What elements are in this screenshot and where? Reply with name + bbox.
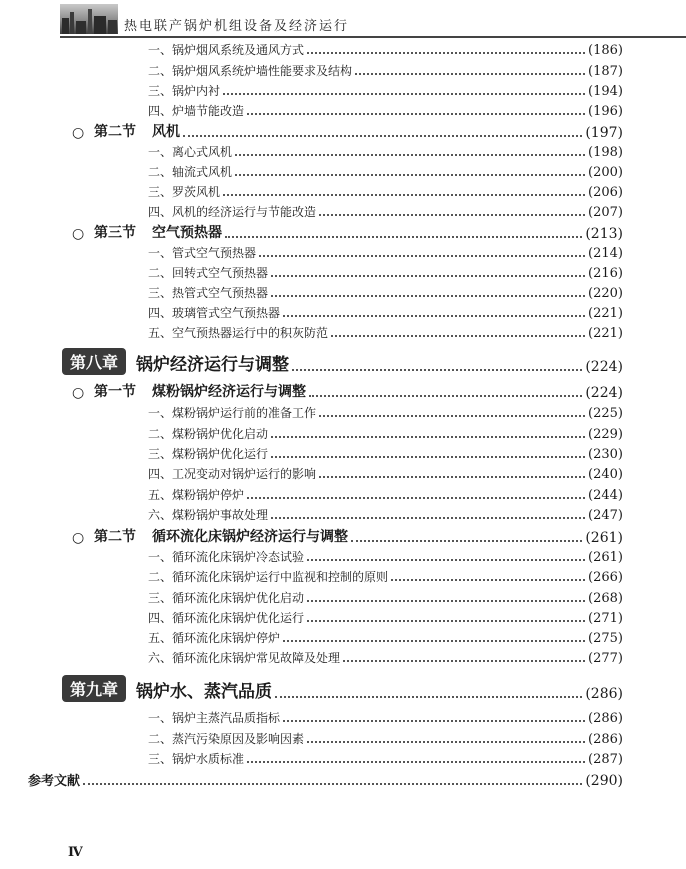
toc-page-number: (277) [588, 651, 623, 666]
toc-page-number: (240) [588, 467, 623, 482]
toc-title: 六、煤粉锅炉事故处理 [148, 508, 269, 522]
toc-item[interactable] [148, 162, 623, 180]
dot-leader [319, 475, 585, 478]
toc-item[interactable] [148, 708, 623, 726]
toc-title: 五、煤粉锅炉停炉 [148, 488, 245, 502]
toc-title: 空气预热器 [152, 225, 222, 241]
toc-page-number: (220) [588, 286, 623, 301]
dot-leader [283, 314, 585, 317]
toc-title: 锅炉水、蒸汽品质 [136, 682, 273, 702]
toc-item[interactable] [148, 243, 623, 261]
toc-page-number: (247) [588, 508, 623, 523]
toc-title: 四、玻璃管式空气预热器 [148, 306, 281, 320]
toc-page-number: (221) [588, 326, 623, 341]
dot-leader [247, 760, 585, 763]
toc-title: 循环流化床锅炉经济运行与调整 [152, 529, 348, 545]
dot-leader [331, 334, 585, 337]
toc-title: 四、风机的经济运行与节能改造 [148, 205, 317, 219]
dot-leader [183, 134, 582, 137]
dot-leader [307, 619, 585, 622]
dot-leader [275, 695, 582, 698]
toc-title: 六、循环流化床锅炉常见故障及处理 [148, 651, 341, 665]
dot-leader [247, 496, 585, 499]
dot-leader [307, 558, 585, 561]
toc-section[interactable] [72, 381, 623, 401]
toc-page-number: (287) [588, 752, 623, 767]
toc-page-number: (290) [585, 773, 623, 789]
toc-title: 四、炉墙节能改造 [148, 104, 245, 118]
toc-title: 五、空气预热器运行中的积灰防范 [148, 326, 329, 340]
section-number: 第二节 [94, 124, 136, 140]
toc-item[interactable] [148, 40, 623, 58]
toc-page-number: (275) [588, 631, 623, 646]
dot-leader [225, 235, 582, 238]
toc-title: 三、锅炉水质标准 [148, 752, 245, 766]
dot-leader [355, 72, 585, 75]
dot-leader [271, 294, 585, 297]
dot-leader [223, 193, 585, 196]
toc-item[interactable] [148, 464, 623, 482]
toc-item[interactable] [148, 202, 623, 220]
toc-page-number: (213) [585, 226, 623, 242]
toc-section[interactable] [72, 526, 623, 546]
toc-page-number: (244) [588, 488, 623, 503]
toc-page-number: (286) [585, 686, 623, 702]
toc-page-number: (271) [588, 611, 623, 626]
dot-leader [319, 414, 585, 417]
toc-item[interactable] [148, 485, 623, 503]
dot-leader [309, 394, 582, 397]
toc-title: 三、热管式空气预热器 [148, 286, 269, 300]
toc-page-number: (261) [588, 550, 623, 565]
toc-page-number: (225) [588, 406, 623, 421]
toc-refs[interactable] [28, 769, 623, 789]
dot-leader [235, 153, 585, 156]
toc-page-number: (206) [588, 185, 623, 200]
toc-title: 锅炉经济运行与调整 [136, 355, 290, 375]
toc-title: 一、锅炉主蒸汽品质指标 [148, 711, 281, 725]
dot-leader [391, 578, 585, 581]
toc-item[interactable] [148, 424, 623, 442]
toc-chapter[interactable] [62, 349, 623, 375]
dot-leader [271, 274, 585, 277]
dot-leader [283, 639, 585, 642]
toc-page-number: (286) [588, 711, 623, 726]
section-marker-icon: ○ [72, 385, 85, 401]
dot-leader [343, 659, 585, 662]
section-number: 第二节 [94, 529, 136, 545]
toc-item[interactable] [148, 648, 623, 666]
dot-leader [307, 51, 585, 54]
toc-title: 二、锅炉烟风系统炉墙性能要求及结构 [148, 64, 353, 78]
toc-page-number: (207) [588, 205, 623, 220]
toc-title: 一、煤粉锅炉运行前的准备工作 [148, 406, 317, 420]
toc-page-number: (186) [588, 43, 623, 58]
toc-page-number: (198) [588, 145, 623, 160]
toc-item[interactable] [148, 323, 623, 341]
dot-leader [319, 213, 585, 216]
toc-item[interactable] [148, 505, 623, 523]
toc-item[interactable] [148, 547, 623, 565]
toc-page-number: (268) [588, 591, 623, 606]
section-number: 第三节 [94, 225, 136, 241]
toc-title: 三、煤粉锅炉优化运行 [148, 447, 269, 461]
dot-leader [307, 599, 585, 602]
dot-leader [83, 782, 582, 785]
toc-title: 三、循环流化床锅炉优化启动 [148, 591, 305, 605]
dot-leader [271, 516, 585, 519]
toc-item[interactable] [148, 101, 623, 119]
chapter-badge: 第九章 [62, 675, 126, 702]
toc-title: 二、轴流式风机 [148, 165, 233, 179]
toc-item[interactable] [148, 142, 623, 160]
toc-page-number: (266) [588, 570, 623, 585]
toc-page-number: (216) [588, 266, 623, 281]
toc-page-number: (261) [585, 530, 623, 546]
toc-item[interactable] [148, 263, 623, 281]
toc-title: 一、管式空气预热器 [148, 246, 257, 260]
toc-item[interactable] [148, 588, 623, 606]
toc-page-number: (224) [585, 385, 623, 401]
toc-title: 四、循环流化床锅炉优化运行 [148, 611, 305, 625]
toc-item[interactable] [148, 182, 623, 200]
dot-leader [283, 719, 585, 722]
toc-title: 四、工况变动对锅炉运行的影响 [148, 467, 317, 481]
toc-title: 一、锅炉烟风系统及通风方式 [148, 43, 305, 57]
toc-item[interactable] [148, 628, 623, 646]
dot-leader [271, 455, 585, 458]
toc-item[interactable] [148, 444, 623, 462]
toc-title: 风机 [152, 124, 180, 140]
toc-page-number: (187) [588, 64, 623, 79]
section-marker-icon: ○ [72, 530, 85, 546]
toc-page-number: (194) [588, 84, 623, 99]
toc-item[interactable] [148, 608, 623, 626]
toc-section[interactable] [72, 222, 623, 242]
toc-page-number: (197) [585, 125, 623, 141]
toc-title: 二、回转式空气预热器 [148, 266, 269, 280]
section-marker-icon: ○ [72, 125, 85, 141]
toc-page-number: (224) [585, 359, 623, 375]
toc-title: 三、锅炉内衬 [148, 84, 221, 98]
toc-item[interactable] [148, 61, 623, 79]
dot-leader [351, 539, 582, 542]
toc-item[interactable] [148, 81, 623, 99]
toc-item[interactable] [148, 729, 623, 747]
dot-leader [307, 740, 585, 743]
toc-page-number: (214) [588, 246, 623, 261]
chapter-badge: 第八章 [62, 348, 126, 375]
dot-leader [235, 173, 585, 176]
toc-section[interactable] [72, 121, 623, 141]
toc-title: 二、蒸汽污染原因及影响因素 [148, 732, 305, 746]
toc-item[interactable] [148, 403, 623, 421]
toc-page-number: (286) [588, 732, 623, 747]
toc-item[interactable] [148, 303, 623, 321]
page-number: Ⅳ [68, 845, 83, 860]
dot-leader [292, 368, 582, 371]
toc-title: 一、循环流化床锅炉冷态试验 [148, 550, 305, 564]
toc-title: 五、循环流化床锅炉停炉 [148, 631, 281, 645]
toc-title: 一、离心式风机 [148, 145, 233, 159]
toc-item[interactable] [148, 749, 623, 767]
dot-leader [223, 92, 585, 95]
header-title: 热电联产锅炉机组设备及经济运行 [124, 19, 350, 34]
toc-page-number: (229) [588, 427, 623, 442]
toc-chapter[interactable] [62, 676, 623, 702]
dot-leader [259, 254, 585, 257]
toc-page-number: (200) [588, 165, 623, 180]
toc-title: 二、煤粉锅炉优化启动 [148, 427, 269, 441]
toc-title: 煤粉锅炉经济运行与调整 [152, 384, 306, 400]
dot-leader [247, 112, 585, 115]
toc-title: 二、循环流化床锅炉运行中监视和控制的原则 [148, 570, 389, 584]
toc-title: 三、罗茨风机 [148, 185, 221, 199]
toc-page-number: (230) [588, 447, 623, 462]
toc-title: 参考文献 [28, 774, 81, 789]
toc-item[interactable] [148, 283, 623, 301]
toc-page-number: (221) [588, 306, 623, 321]
dot-leader [271, 435, 585, 438]
toc-item[interactable] [148, 567, 623, 585]
section-number: 第一节 [94, 384, 136, 400]
toc-page-number: (196) [588, 104, 623, 119]
section-marker-icon: ○ [72, 226, 85, 242]
